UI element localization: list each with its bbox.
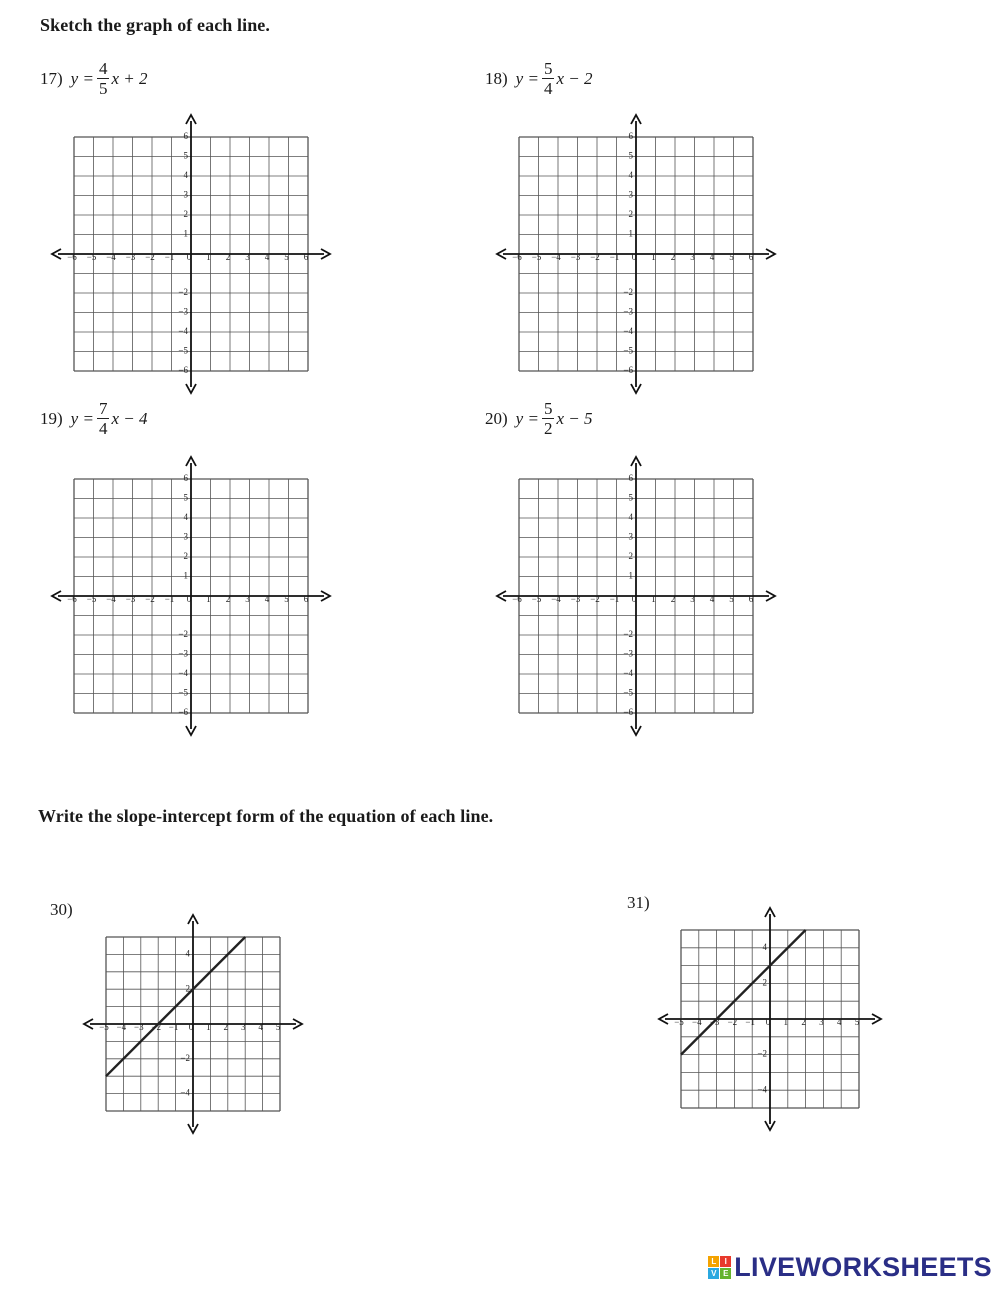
- y-tick-label: 4: [628, 512, 633, 523]
- y-tick-label: 3: [183, 189, 188, 200]
- x-tick-label: −5: [531, 252, 542, 263]
- fraction-numerator: 5: [543, 59, 553, 78]
- equation-prefix: y =: [70, 408, 94, 428]
- slope-fraction: [97, 400, 110, 437]
- write-heading: Write the slope-intercept form of the equation of each line.: [38, 806, 494, 826]
- x-tick-label: −4: [116, 1022, 127, 1033]
- x-tick-label: −1: [164, 594, 175, 605]
- y-tick-label: 1: [628, 228, 633, 239]
- y-tick-label: 6: [628, 131, 633, 142]
- x-tick-label: −3: [709, 1017, 720, 1028]
- y-tick-label: −6: [178, 365, 188, 376]
- equation-suffix: x − 2: [556, 68, 593, 88]
- y-tick-label: 4: [185, 948, 190, 959]
- y-tick-label: 5: [183, 150, 188, 161]
- y-tick-label: −6: [178, 707, 188, 718]
- y-tick-label: 2: [628, 209, 633, 220]
- logo-mark-letter: E: [720, 1268, 731, 1279]
- y-tick-label: 6: [183, 131, 188, 142]
- x-tick-label: 4: [836, 1017, 842, 1028]
- problem-31: [627, 893, 658, 913]
- y-tick-label: −5: [623, 687, 633, 698]
- problem-number: 20): [485, 408, 508, 428]
- y-tick-label: −4: [623, 668, 633, 679]
- x-tick-label: 5: [284, 594, 289, 605]
- x-tick-label: 4: [264, 252, 270, 263]
- graph-line: [681, 930, 806, 1055]
- x-tick-label: −5: [86, 594, 97, 605]
- y-tick-label: 5: [628, 492, 633, 503]
- y-tick-label: −4: [178, 326, 188, 337]
- x-tick-label: 0: [631, 252, 637, 263]
- x-tick-label: −4: [106, 594, 116, 605]
- y-tick-label: 2: [762, 977, 767, 988]
- fraction-numerator: 4: [98, 59, 108, 78]
- x-tick-label: 3: [690, 594, 695, 605]
- slope-fraction: [542, 400, 555, 437]
- equation-prefix: y =: [515, 408, 539, 428]
- y-tick-label: −2: [178, 629, 188, 640]
- y-tick-label: −2: [623, 629, 633, 640]
- y-tick-label: −5: [623, 345, 633, 356]
- y-tick-label: 3: [183, 531, 188, 542]
- x-tick-label: 0: [186, 594, 192, 605]
- y-tick-label: −3: [178, 648, 188, 659]
- equation-prefix: y =: [70, 68, 94, 88]
- y-tick-label: 2: [628, 551, 633, 562]
- x-tick-label: −5: [531, 594, 542, 605]
- x-tick-label: 4: [709, 594, 715, 605]
- y-tick-label: −4: [623, 326, 633, 337]
- x-tick-label: 3: [245, 252, 250, 263]
- y-tick-label: −2: [623, 287, 633, 298]
- graph-17[interactable]: [50, 110, 332, 398]
- x-tick-label: −3: [134, 1022, 144, 1033]
- coordinate-grid: [495, 452, 777, 740]
- coordinate-grid: [82, 912, 304, 1136]
- graph-31: [657, 905, 883, 1133]
- fraction-denominator: 4: [98, 419, 108, 438]
- x-tick-label: 1: [206, 1022, 211, 1033]
- problem-number: 18): [485, 68, 508, 88]
- x-tick-label: 3: [245, 594, 250, 605]
- x-tick-label: −6: [512, 252, 522, 263]
- y-tick-label: −6: [623, 707, 633, 718]
- y-tick-label: −4: [178, 668, 188, 679]
- problem-18: [485, 60, 592, 97]
- x-tick-label: −4: [692, 1017, 702, 1028]
- x-tick-label: 0: [188, 1022, 194, 1033]
- equation-prefix: y =: [515, 68, 539, 88]
- problem-30: [50, 900, 81, 920]
- equation-suffix: x − 5: [556, 408, 593, 428]
- x-tick-label: 3: [240, 1022, 246, 1033]
- y-tick-label: 1: [628, 570, 633, 581]
- y-tick-label: −3: [623, 306, 633, 317]
- x-tick-label: −3: [125, 252, 136, 263]
- x-tick-label: −1: [609, 594, 620, 605]
- x-tick-label: −6: [512, 594, 522, 605]
- graph-20[interactable]: [495, 452, 777, 740]
- x-tick-label: −2: [727, 1017, 738, 1028]
- x-tick-label: 6: [303, 252, 309, 263]
- logo-mark-letter: V: [708, 1268, 719, 1279]
- x-tick-label: 5: [729, 594, 734, 605]
- y-tick-label: 1: [183, 570, 188, 581]
- x-tick-label: −5: [99, 1022, 109, 1033]
- x-tick-label: 4: [709, 252, 715, 263]
- x-tick-label: 1: [206, 594, 211, 605]
- y-tick-label: 6: [628, 473, 633, 484]
- coordinate-grid: [50, 110, 332, 398]
- y-tick-label: −2: [757, 1048, 767, 1059]
- y-tick-label: 5: [628, 150, 633, 161]
- x-tick-label: 4: [264, 594, 270, 605]
- fraction-numerator: 5: [543, 399, 553, 418]
- sketch-heading: Sketch the graph of each line.: [40, 15, 270, 35]
- slope-fraction: [97, 60, 110, 97]
- coordinate-grid: [657, 905, 883, 1133]
- graph-19[interactable]: [50, 452, 332, 740]
- x-tick-label: −4: [551, 594, 561, 605]
- y-tick-label: 4: [762, 941, 767, 952]
- fraction-denominator: 2: [543, 419, 553, 438]
- x-tick-label: 2: [223, 1022, 229, 1033]
- x-tick-label: 2: [801, 1017, 806, 1028]
- y-tick-label: −3: [623, 648, 633, 659]
- logo-mark-icon: [708, 1256, 731, 1279]
- y-tick-label: 4: [628, 170, 633, 181]
- fraction-numerator: 7: [98, 399, 108, 418]
- graph-18[interactable]: [495, 110, 777, 398]
- logo-mark-letter: I: [720, 1256, 731, 1267]
- x-tick-label: −4: [551, 252, 561, 263]
- y-tick-label: 4: [183, 512, 188, 523]
- problem-number: 19): [40, 408, 63, 428]
- x-tick-label: 4: [258, 1022, 263, 1033]
- coordinate-grid: [495, 110, 777, 398]
- x-tick-label: 0: [765, 1017, 771, 1028]
- logo-mark-letter: L: [708, 1256, 719, 1267]
- x-tick-label: 0: [186, 252, 192, 263]
- liveworksheets-logo: [708, 1252, 992, 1283]
- y-tick-label: 3: [628, 189, 633, 200]
- x-tick-label: 1: [651, 594, 656, 605]
- x-tick-label: 3: [819, 1017, 824, 1028]
- x-tick-label: 2: [225, 594, 231, 605]
- y-tick-label: −6: [623, 365, 633, 376]
- x-tick-label: 5: [854, 1017, 860, 1028]
- y-tick-label: −4: [180, 1087, 190, 1098]
- y-tick-label: 4: [183, 170, 188, 181]
- y-tick-label: 2: [183, 551, 188, 562]
- x-tick-label: 5: [275, 1022, 281, 1033]
- problem-number: 30): [50, 900, 73, 919]
- x-tick-label: 6: [748, 252, 754, 263]
- x-tick-label: 1: [651, 252, 656, 263]
- problem-19: [40, 400, 147, 437]
- x-tick-label: 6: [303, 594, 309, 605]
- x-tick-label: −3: [570, 252, 581, 263]
- problem-number: 31): [627, 893, 650, 912]
- equation-suffix: x − 4: [111, 408, 148, 428]
- fraction-denominator: 5: [98, 79, 108, 98]
- x-tick-label: −6: [67, 594, 77, 605]
- y-tick-label: −5: [178, 345, 188, 356]
- x-tick-label: 2: [670, 594, 676, 605]
- y-tick-label: −2: [180, 1052, 190, 1063]
- y-tick-label: −2: [178, 287, 188, 298]
- slope-fraction: [542, 60, 555, 97]
- y-tick-label: −4: [757, 1084, 767, 1095]
- x-tick-label: 2: [670, 252, 676, 263]
- x-tick-label: −6: [67, 252, 77, 263]
- x-tick-label: 0: [631, 594, 637, 605]
- x-tick-label: −1: [164, 252, 175, 263]
- x-tick-label: −4: [106, 252, 116, 263]
- y-tick-label: 3: [628, 531, 633, 542]
- y-tick-label: 6: [183, 473, 188, 484]
- x-tick-label: −2: [590, 252, 600, 263]
- y-tick-label: 2: [185, 983, 190, 994]
- x-tick-label: −5: [86, 252, 97, 263]
- x-tick-label: −2: [145, 252, 155, 263]
- equation-suffix: x + 2: [111, 68, 148, 88]
- x-tick-label: −3: [125, 594, 136, 605]
- x-tick-label: 1: [783, 1017, 789, 1028]
- y-tick-label: 1: [183, 228, 188, 239]
- logo-text: LIVEWORKSHEETS: [734, 1252, 992, 1282]
- fraction-denominator: 4: [543, 79, 553, 98]
- x-tick-label: −3: [570, 594, 581, 605]
- x-tick-label: 2: [225, 252, 231, 263]
- x-tick-label: −5: [674, 1017, 684, 1028]
- y-tick-label: −5: [178, 687, 188, 698]
- graph-30: [82, 912, 304, 1136]
- x-tick-label: −1: [745, 1017, 755, 1028]
- y-tick-label: 2: [183, 209, 188, 220]
- x-tick-label: −2: [145, 594, 155, 605]
- x-tick-label: −1: [168, 1022, 179, 1033]
- x-tick-label: −2: [590, 594, 600, 605]
- x-tick-label: 5: [284, 252, 289, 263]
- coordinate-grid: [50, 452, 332, 740]
- y-tick-label: −3: [178, 306, 188, 317]
- x-tick-label: 5: [729, 252, 734, 263]
- problem-17: [40, 60, 147, 97]
- x-tick-label: 3: [690, 252, 695, 263]
- x-tick-label: 1: [206, 252, 211, 263]
- y-tick-label: 5: [183, 492, 188, 503]
- x-tick-label: 6: [748, 594, 754, 605]
- x-tick-label: −2: [151, 1022, 161, 1033]
- x-tick-label: −1: [609, 252, 620, 263]
- problem-20: [485, 400, 592, 437]
- problem-number: 17): [40, 68, 63, 88]
